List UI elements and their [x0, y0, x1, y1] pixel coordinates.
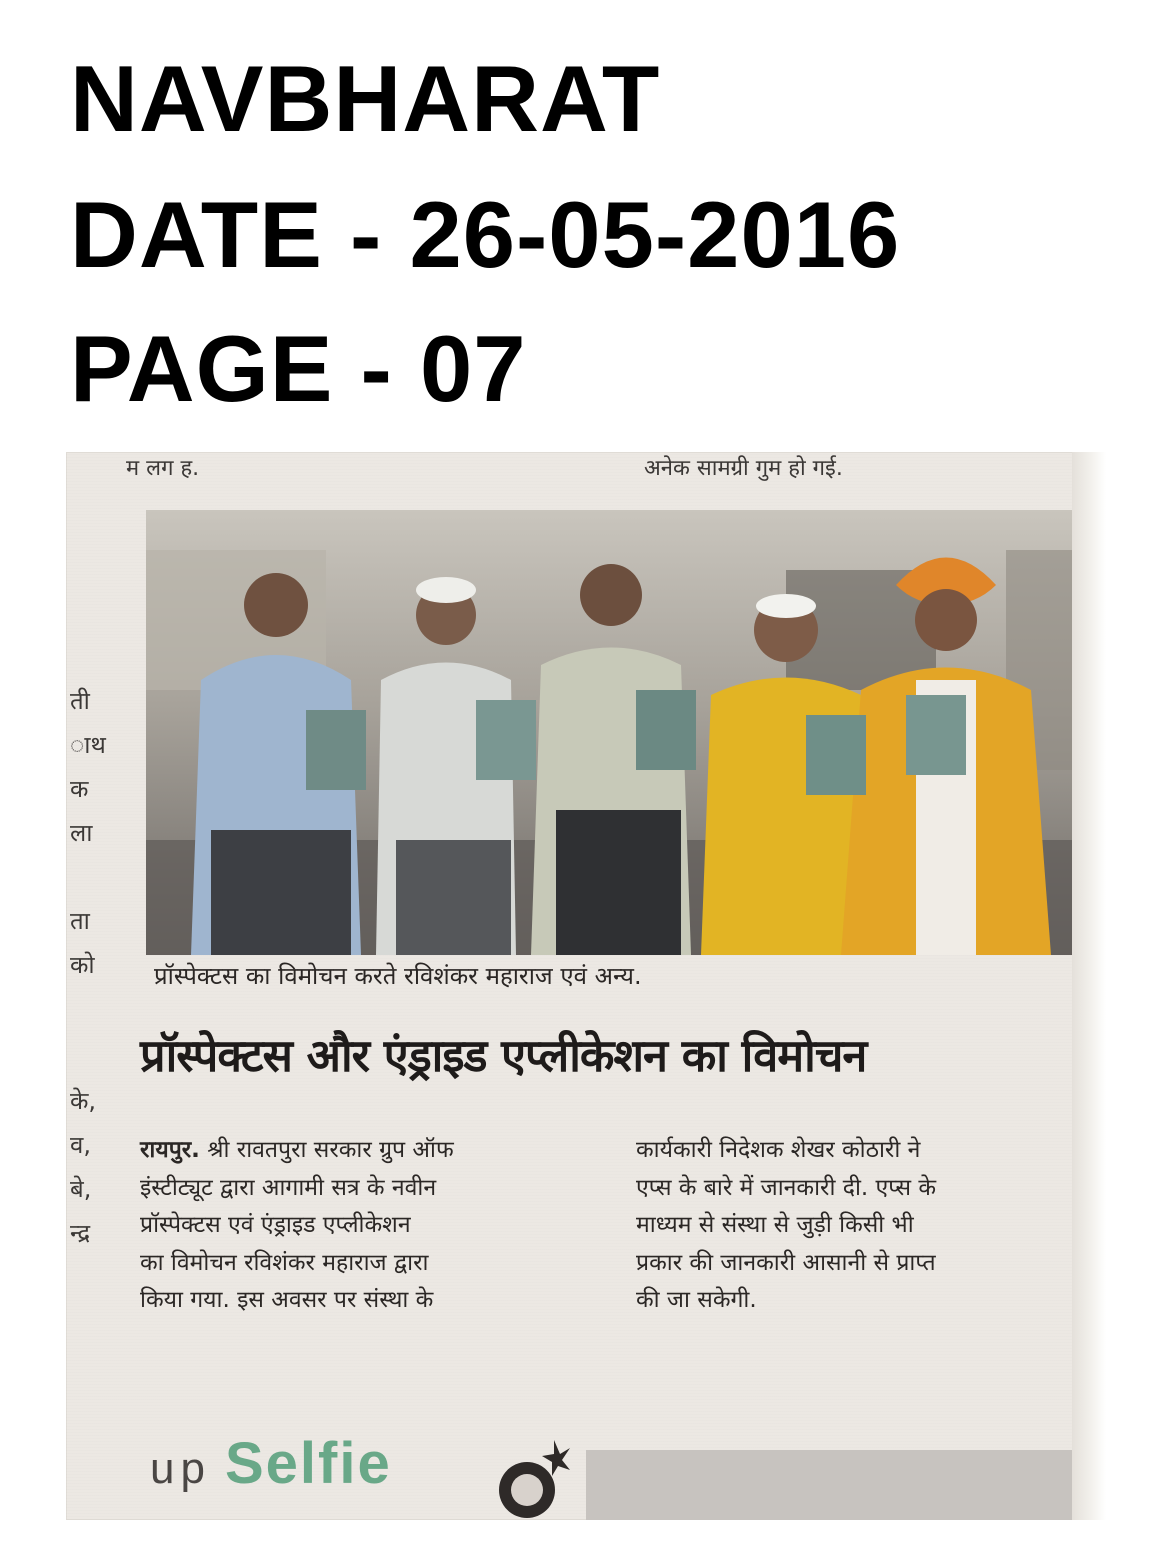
body-line: कार्यकारी निदेशक शेखर कोठारी ने	[636, 1137, 921, 1163]
article-body-column-2	[636, 1132, 1086, 1320]
photo-caption: प्रॉस्पेक्टस का विमोचन करते रविशंकर महाराज एवं अन्य.	[154, 962, 642, 990]
bleed-left-line: न्द्र	[70, 1219, 91, 1247]
body-line: माध्यम से संस्था से जुड़ी किसी भी	[636, 1212, 914, 1238]
prospectus-booklet	[636, 690, 696, 770]
bleed-left-line: के,	[70, 1087, 97, 1115]
article-body-column-1	[140, 1132, 600, 1320]
bleed-left-line: बे,	[70, 1175, 92, 1203]
body-line: किया गया. इस अवसर पर संस्था के	[140, 1287, 434, 1313]
advert-word: Selfie	[224, 1431, 392, 1496]
bleed-left-line: क	[70, 775, 89, 803]
article-headline: प्रॉस्पेक्टस और एंड्राइड एप्लीकेशन का विमोचन	[140, 1029, 867, 1082]
body-line: एप्स के बारे में जानकारी दी. एप्स के	[636, 1174, 936, 1201]
prospectus-booklet	[306, 710, 366, 790]
body-line: इंस्टीट्यूट द्वारा आगामी सत्र के नवीन	[140, 1174, 437, 1201]
publication-date: DATE - 26-05-2016	[70, 182, 901, 287]
body-line: की जा सकेगी.	[636, 1287, 757, 1313]
body-text: श्री रावतपुरा सरकार ग्रुप ऑफ	[199, 1137, 454, 1163]
advert-prefix: up	[150, 1444, 211, 1493]
prospectus-booklet	[906, 695, 966, 775]
news-photo	[146, 510, 1080, 955]
bleed-left-line: को	[70, 951, 95, 979]
advert-badge-icon	[484, 1430, 570, 1520]
prospectus-booklet	[476, 700, 536, 780]
bleed-left-line: ता	[70, 907, 90, 935]
bleed-left-line: ती	[70, 687, 90, 715]
prospectus-booklet	[806, 715, 866, 795]
dateline: रायपुर.	[140, 1137, 200, 1163]
bottom-advert-text	[150, 1430, 392, 1497]
bleed-left-line: ला	[70, 819, 93, 847]
advert-grey-panel	[586, 1450, 1106, 1520]
newspaper-clipping	[66, 452, 1106, 1520]
body-line: का विमोचन रविशंकर महाराज द्वारा	[140, 1249, 429, 1276]
news-photo-illustration	[146, 510, 1080, 955]
page-number: PAGE - 07	[70, 316, 527, 421]
paper-torn-edge	[1072, 452, 1106, 1520]
body-line: प्रॉस्पेक्टस एवं एंड्राइड एप्लीकेशन	[140, 1212, 411, 1238]
bleed-left-line: ाथ	[70, 731, 106, 759]
bleed-left-line: व,	[70, 1131, 91, 1159]
body-line: प्रकार की जानकारी आसानी से प्राप्त	[636, 1249, 936, 1276]
bleed-text-top-right: अनेक सामग्री गुम हो गई.	[644, 456, 843, 481]
body-line	[140, 1132, 600, 1170]
bleed-text-top-left: म लग ह.	[126, 456, 200, 481]
publication-name: NAVBHARAT	[70, 46, 661, 151]
